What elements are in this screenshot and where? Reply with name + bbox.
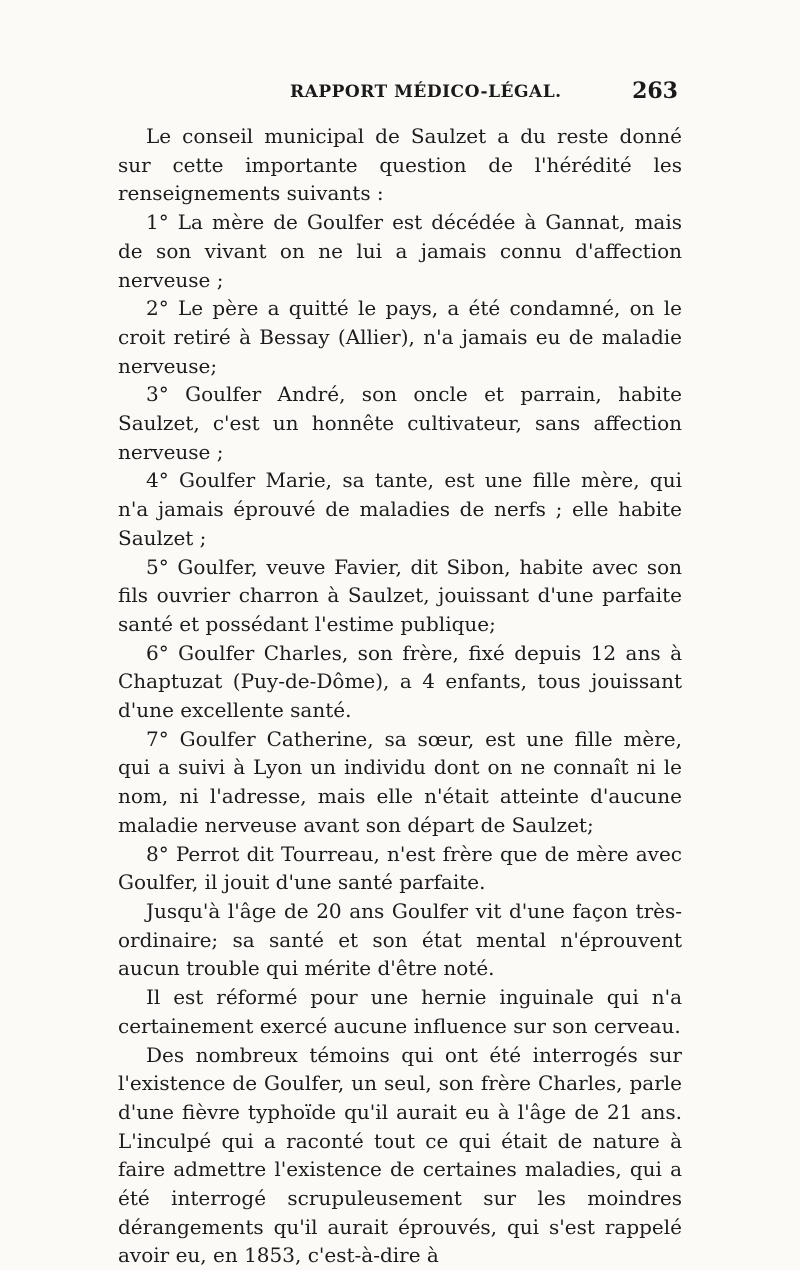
paragraph: Il est réformé pour une hernie inguinale qui n'a certainement exercé aucune influence sur son cerveau. xyxy=(118,985,682,1038)
paragraph: 4° Goulfer Marie, sa tante, est une fille mère, qui n'a jamais éprouvé de maladies de nerfs ; elle habite Saulzet ; xyxy=(118,468,682,550)
paragraph: 3° Goulfer André, son oncle et parrain, habite Saulzet, c'est un honnête cultivateur, sans affection nerveuse ; xyxy=(118,382,682,464)
page-number: 263 xyxy=(632,78,678,104)
paragraph: 5° Goulfer, veuve Favier, dit Sibon, habite avec son fils ouvrier charron à Saulzet, jouissant d'une parfaite santé et possédant l'estime publique; xyxy=(118,554,682,636)
page-header xyxy=(120,78,680,108)
paragraph: 1° La mère de Goulfer est décédée à Gannat, mais de son vivant on ne lui a jamais connu d'affection nerveuse ; xyxy=(118,210,682,292)
paragraph: 2° Le père a quitté le pays, a été condamné, on le croit retiré à Bessay (Allier), n'a jamais eu de maladie nerveuse; xyxy=(118,296,682,378)
running-head: RAPPORT MÉDICO-LÉGAL. xyxy=(290,82,562,102)
paragraph: 6° Goulfer Charles, son frère, fixé depuis 12 ans à Chaptuzat (Puy-de-Dôme), a 4 enfants, tous jouissant d'une excellente santé. xyxy=(118,640,682,723)
paragraph: 8° Perrot dit Tourreau, n'est frère que de mère avec Goulfer, il jouit d'une santé parfaite. xyxy=(118,841,682,895)
body-text xyxy=(118,122,682,1270)
paragraph: Jusqu'à l'âge de 20 ans Goulfer vit d'une façon très-ordinaire; sa santé et son état mental n'éprouvent aucun trouble qui mérite d'être noté. xyxy=(118,898,682,981)
paragraph: Le conseil municipal de Saulzet a du reste donné sur cette importante question de l'hérédité les renseignements suivants : xyxy=(118,124,682,206)
paragraph: 7° Goulfer Catherine, sa sœur, est une fille mère, qui a suivi à Lyon un individu dont on ne connaît ni le nom, ni l'adresse, mais elle n'était atteinte d'aucune maladie nerveuse avant son départ de Saulzet; xyxy=(118,726,682,837)
paragraph: Des nombreux témoins qui ont été interrogés sur l'existence de Goulfer, un seul, son frère Charles, parle d'une fièvre typhoïde qu'il aurait eu à l'âge de 21 ans. L'inculpé qui a raconté tout ce qui était de nature à faire admettre l'existence de certaines maladies, qui a été interrogé scrupuleusement sur les moindres dérangements qu'il aurait éprouvés, qui s'est rappelé avoir eu, en 1853, c'est-à-dire à xyxy=(118,1042,682,1268)
